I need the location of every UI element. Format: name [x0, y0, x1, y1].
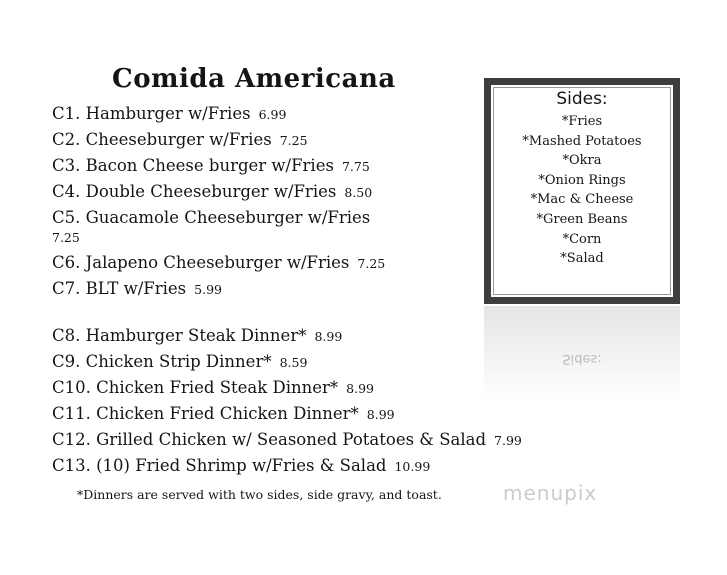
side-item: *Salad [560, 251, 604, 267]
menu-item [52, 127, 385, 153]
menu-item [52, 179, 385, 205]
dinner-footnote: *Dinners are served with two sides, side gravy, and toast. [77, 487, 442, 502]
menu-item [52, 427, 522, 453]
menu-item-price: 7.25 [52, 230, 80, 245]
menu-item-label: C10. Chicken Fried Steak Dinner* [52, 378, 339, 397]
sides-title-reflection: Sides: [562, 351, 602, 366]
menu-item-label: C1. Hamburger w/Fries [52, 104, 251, 123]
side-item: *Fries [561, 114, 603, 129]
menu-item [52, 153, 385, 179]
menu-item-label: C12. Grilled Chicken w/ Seasoned Potatoes & Salad [52, 430, 487, 449]
sides-title: Sides: [556, 89, 608, 109]
sides-box [484, 78, 680, 304]
menu-item-label: C2. Cheeseburger w/Fries [52, 130, 272, 149]
menu-item [52, 349, 522, 375]
menu-list-burgers [52, 101, 385, 302]
menu-item [52, 276, 385, 302]
menu-item-price: 6.99 [258, 107, 287, 122]
side-item: *Okra [562, 153, 602, 169]
menu-item [52, 401, 522, 427]
side-item: *Mac & Cheese [530, 192, 634, 208]
menu-item-price: 7.25 [357, 256, 386, 271]
sides-list [491, 112, 673, 269]
menu-item-price: 10.99 [394, 459, 431, 474]
side-item: *Corn [562, 231, 602, 247]
menu-item-price: 8.99 [366, 407, 395, 422]
side-item: *Onion Rings [538, 172, 626, 188]
menu-item-label: C3. Bacon Cheese burger w/Fries [52, 156, 334, 175]
menu-item-price: 5.99 [194, 282, 222, 297]
menu-item-price: 7.75 [341, 159, 370, 174]
menu-item-label: C7. BLT w/Fries [52, 279, 187, 298]
menu-item-label: C11. Chicken Fried Chicken Dinner* [52, 404, 359, 423]
menu-item-price: 7.99 [494, 433, 522, 448]
menu-item-label: C6. Jalapeno Cheeseburger w/Fries [52, 253, 350, 272]
menu-item-price: 7.25 [279, 133, 308, 148]
side-item: *Green Beans [536, 211, 628, 227]
menu-item [52, 250, 385, 276]
menu-item-price: 8.99 [314, 329, 343, 344]
menu-list-dinners [52, 323, 522, 479]
menu-item-price: 8.99 [346, 381, 374, 396]
menu-item [52, 375, 522, 401]
menu-title: Comida Americana [112, 64, 396, 94]
menu-item [52, 101, 385, 127]
menu-item [52, 205, 385, 248]
menu-item [52, 323, 522, 349]
menu-item-label: C9. Chicken Strip Dinner* [52, 352, 272, 371]
menu-item-label: C13. (10) Fried Shrimp w/Fries & Salad [52, 456, 387, 475]
menu-item [52, 453, 522, 479]
menupix-watermark: menupix [503, 481, 598, 505]
side-item: *Mashed Potatoes [522, 133, 642, 149]
menu-item-label: C4. Double Cheeseburger w/Fries [52, 182, 337, 201]
menu-item-price: 8.59 [279, 355, 308, 370]
menu-item-price: 8.50 [344, 185, 373, 200]
menu-item-label: C5. Guacamole Cheeseburger w/Fries [52, 208, 371, 227]
menu-item-label: C8. Hamburger Steak Dinner* [52, 326, 307, 345]
